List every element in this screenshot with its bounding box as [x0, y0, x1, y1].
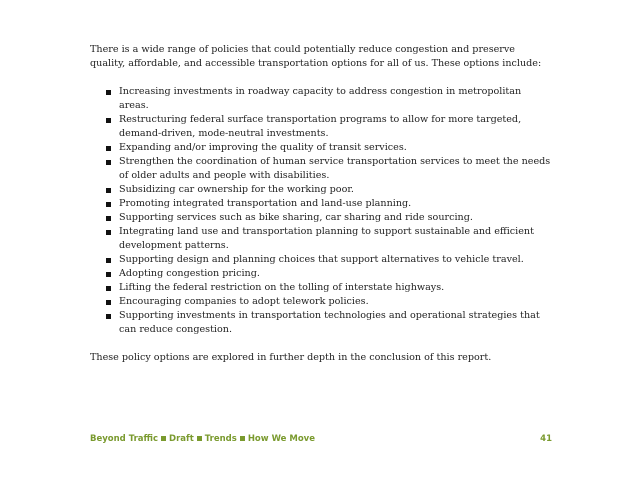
list-item-text: Subsidizing car ownership for the working poor. [119, 184, 354, 195]
bullet-icon [106, 188, 111, 193]
list-item [119, 211, 552, 225]
list-item [119, 113, 552, 141]
intro-paragraph: There is a wide range of policies that could potentially reduce congestion and preserve quality, affordable, and accessible transportation options for all of us. These options include: [90, 44, 542, 69]
page-body [90, 43, 552, 365]
list-item-text: Restructuring federal surface transportation programs to allow for more targeted, demand-driven, mode-neutral investments. [119, 114, 522, 139]
bullet-icon [106, 118, 111, 123]
list-item [119, 85, 552, 113]
list-item-text: Promoting integrated transportation and land-use planning. [119, 198, 412, 209]
bullet-icon [106, 272, 111, 277]
list-item-text: Supporting design and planning choices that support alternatives to vehicle travel. [119, 254, 524, 265]
list-item-text: Encouraging companies to adopt telework policies. [119, 296, 369, 307]
list-item [119, 295, 552, 309]
list-item [119, 155, 552, 183]
list-item-text: Supporting investments in transportation technologies and operational strategies that can reduce congestion. [119, 310, 540, 335]
bullet-icon [106, 146, 111, 151]
closing-paragraph: These policy options are explored in further depth in the conclusion of this report. [90, 352, 492, 363]
bullet-icon [106, 160, 111, 165]
list-item [119, 267, 552, 281]
bullet-icon [106, 258, 111, 263]
list-item-text: Adopting congestion pricing. [119, 268, 260, 279]
square-separator-icon [240, 436, 245, 441]
footer-crumb-status: Draft [169, 434, 194, 444]
bullet-icon [106, 230, 111, 235]
bullet-icon [106, 286, 111, 291]
list-item [119, 183, 552, 197]
list-item [119, 197, 552, 211]
list-item-text: Expanding and/or improving the quality of transit services. [119, 142, 407, 153]
footer-crumb-report: Beyond Traffic [90, 434, 159, 444]
list-item [119, 225, 552, 253]
bullet-icon [106, 216, 111, 221]
footer-crumb-chapter: How We Move [247, 434, 315, 444]
bullet-icon [106, 314, 111, 319]
list-item-text: Integrating land use and transportation planning to support sustainable and efficient development patterns. [119, 226, 534, 251]
bullet-icon [106, 202, 111, 207]
list-item-text: Strengthen the coordination of human service transportation services to meet the needs of older adults and people with disabilities. [119, 156, 551, 181]
list-item-text: Supporting services such as bike sharing, car sharing and ride sourcing. [119, 212, 473, 223]
footer-breadcrumb [90, 433, 315, 446]
list-item-text: Increasing investments in roadway capacity to address congestion in metropolitan areas. [119, 86, 522, 111]
page-number: 41 [540, 434, 552, 445]
square-separator-icon [161, 436, 166, 441]
list-item [119, 141, 552, 155]
list-item-text: Lifting the federal restriction on the tolling of interstate highways. [119, 282, 445, 293]
bullet-icon [106, 300, 111, 305]
policy-options-list [90, 85, 552, 337]
list-item [119, 309, 552, 337]
page-footer [90, 433, 552, 446]
square-separator-icon [197, 436, 202, 441]
list-item [119, 281, 552, 295]
bullet-icon [106, 90, 111, 95]
list-item [119, 253, 552, 267]
footer-crumb-section: Trends [204, 434, 237, 444]
